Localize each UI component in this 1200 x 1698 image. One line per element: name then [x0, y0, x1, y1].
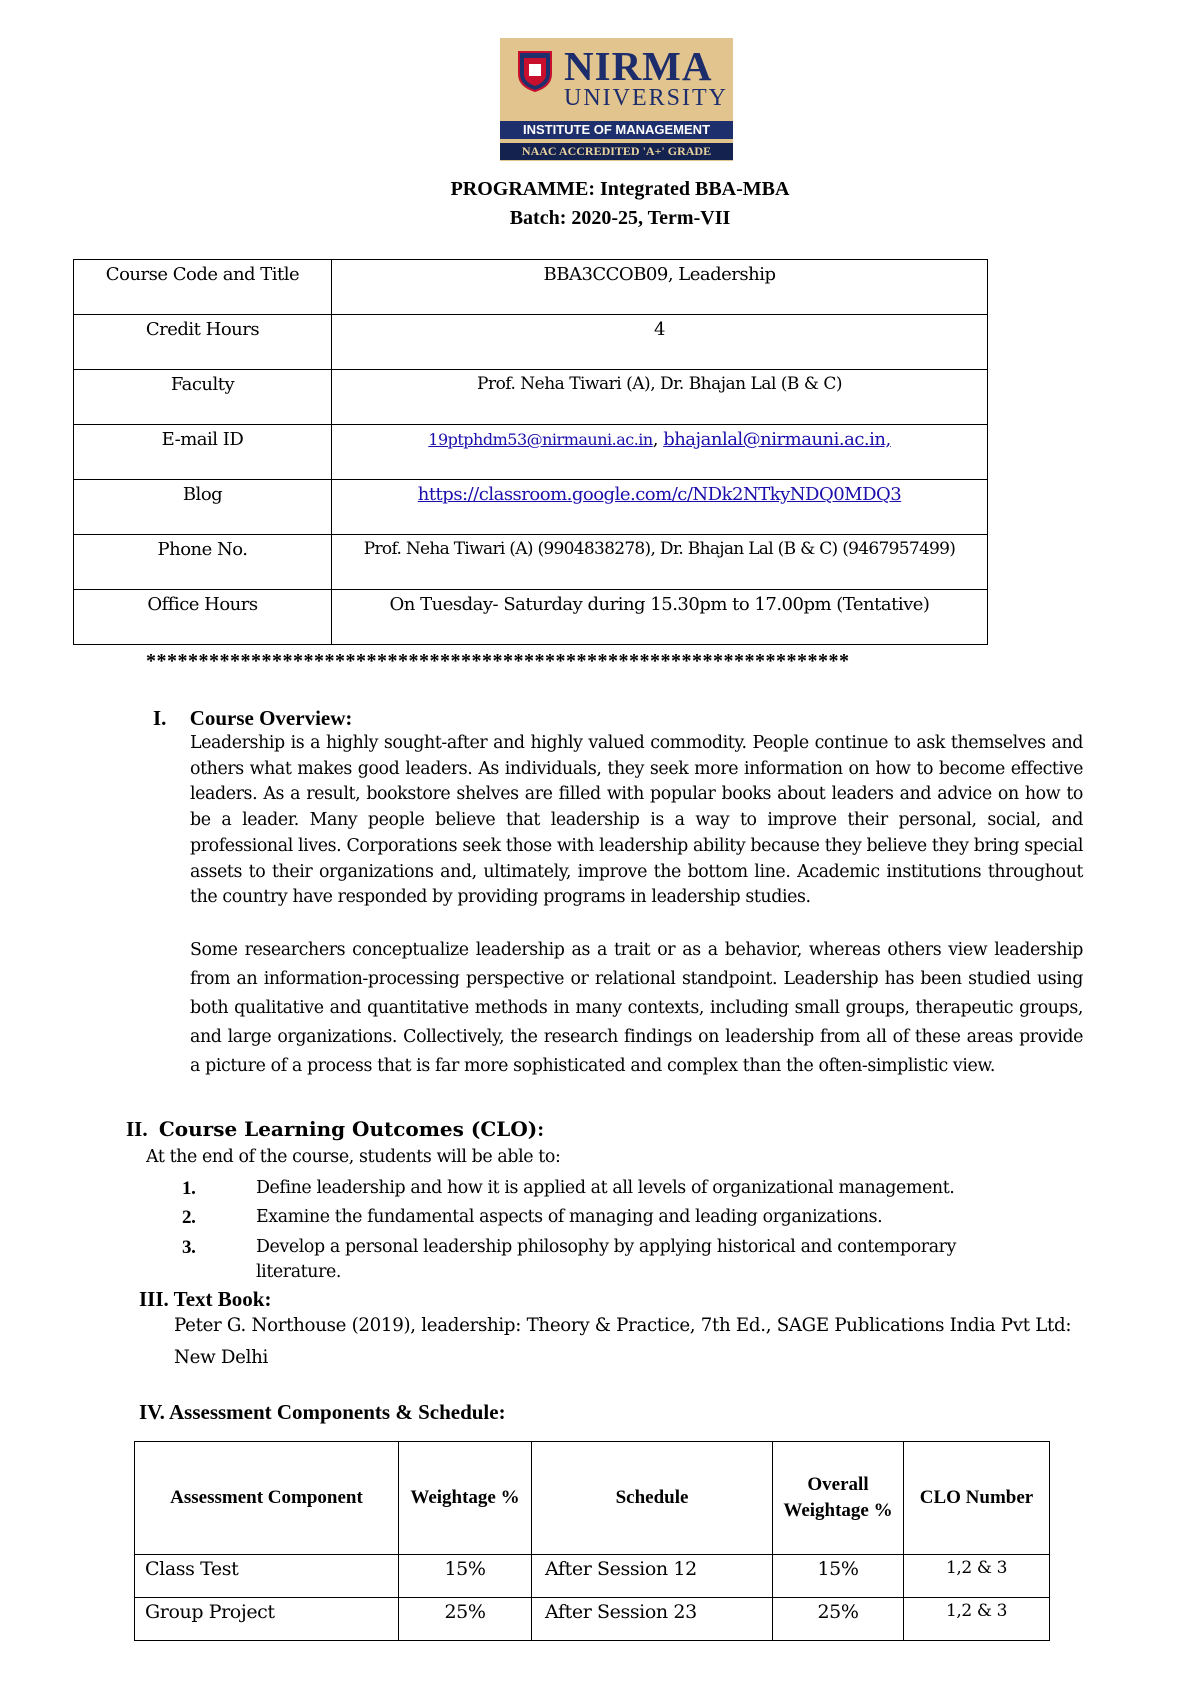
list-item [182, 1235, 982, 1285]
table-header-row [135, 1442, 1050, 1555]
header-weightage: Weightage % [399, 1442, 532, 1555]
office-hours-value: On Tuesday- Saturday during 15.30pm to 17.00pm (Tentative) [332, 590, 988, 645]
credit-hours-label: Credit Hours [74, 315, 332, 370]
overview-title: Course Overview: [189, 706, 353, 730]
email-value [332, 425, 988, 480]
table-row [135, 1598, 1050, 1641]
textbook-title: Text Book: [173, 1287, 272, 1311]
clo-numeral: II. [126, 1117, 148, 1141]
assessment-table [134, 1441, 1050, 1641]
overview-paragraph-1: Leadership is a highly sought-after and highly valued commodity. People continue to ask themselves and others what makes good leaders. As individuals, they seek more information on how to become effective leaders. As a result, bookstore shelves are filled with popular books about leaders and advice on how to be a leader. Many people believe that leadership is a way to improve their personal, social, and professional lives. Corporations seek those with leadership ability because they believe they bring special assets to their organizations and, ultimately, improve the bottom line. Academic institutions throughout the country have responded by providing programs in leadership studies. [190, 733, 1083, 908]
clo-item-number: 1. [182, 1178, 196, 1199]
email-label: E-mail ID [74, 425, 332, 480]
table-row [74, 370, 988, 425]
header-overall-weightage: Overall Weightage % [773, 1442, 904, 1555]
clo-item-text: Develop a personal leadership philosophy by applying historical and contemporary literature. [256, 1237, 957, 1282]
table-row [74, 480, 988, 535]
cell-overall: 15% [773, 1555, 904, 1598]
assessment-title: Assessment Components & Schedule: [168, 1400, 506, 1424]
table-row [74, 425, 988, 480]
logo-university: UNIVERSITY [564, 85, 728, 111]
university-logo [500, 38, 733, 161]
assessment-numeral: IV. [139, 1400, 165, 1424]
assessment-heading [139, 1400, 506, 1424]
course-code-value: BBA3CCOB09, Leadership [332, 260, 988, 315]
table-row [74, 590, 988, 645]
list-item [182, 1205, 1012, 1230]
cell-weightage: 25% [399, 1598, 532, 1641]
credit-hours-value: 4 [332, 315, 988, 370]
cell-component: Class Test [135, 1555, 399, 1598]
textbook-heading [139, 1287, 271, 1311]
header-clo-number: CLO Number [904, 1442, 1050, 1555]
overview-numeral: I. [153, 706, 167, 730]
table-row [74, 260, 988, 315]
clo-item-text: Examine the fundamental aspects of managing and leading organizations. [256, 1207, 883, 1227]
cell-weightage: 15% [399, 1555, 532, 1598]
clo-title: Course Learning Outcomes (CLO) [158, 1117, 538, 1141]
textbook-numeral: III. [139, 1287, 169, 1311]
table-row [135, 1555, 1050, 1598]
textbook-citation: Peter G. Northouse (2019), leadership: Theory & Practice, 7th Ed., SAGE Publications India Pvt Ltd: New Delhi [174, 1315, 1072, 1368]
email-link-2[interactable]: bhajanlal@nirmauni.ac.in, [663, 429, 891, 450]
cell-component: Group Project [135, 1598, 399, 1641]
section-divider: ******************************************************************* [146, 650, 850, 672]
header-schedule: Schedule [532, 1442, 773, 1555]
course-info-table [73, 259, 988, 645]
programme-title: PROGRAMME: Integrated BBA-MBA [450, 178, 790, 200]
cell-schedule: After Session 12 [532, 1555, 773, 1598]
header-assessment-component: Assessment Component [135, 1442, 399, 1555]
cell-schedule: After Session 23 [532, 1598, 773, 1641]
list-item [182, 1176, 1012, 1201]
clo-item-number: 3. [182, 1237, 196, 1258]
cell-clo: 1,2 & 3 [904, 1598, 1050, 1641]
phone-label: Phone No. [74, 535, 332, 590]
blog-link[interactable]: https://classroom.google.com/c/NDk2NTkyNDQ0MDQ3 [417, 484, 902, 505]
logo-institute: INSTITUTE OF MANAGEMENT [500, 121, 733, 139]
cell-clo: 1,2 & 3 [904, 1555, 1050, 1598]
phone-value: Prof. Neha Tiwari (A) (9904838278), Dr. Bhajan Lal (B & C) (9467957499) [332, 535, 988, 590]
clo-item-text: Define leadership and how it is applied at all levels of organizational management. [256, 1178, 955, 1198]
table-row [74, 315, 988, 370]
office-hours-label: Office Hours [74, 590, 332, 645]
email-separator: , [652, 429, 658, 450]
blog-label: Blog [74, 480, 332, 535]
batch-title: Batch: 2020-25, Term-VII [509, 207, 731, 229]
blog-value [332, 480, 988, 535]
clo-colon: : [537, 1117, 545, 1141]
clo-item-number: 2. [182, 1207, 196, 1228]
cell-overall: 25% [773, 1598, 904, 1641]
overview-heading [153, 706, 352, 730]
logo-accreditation: NAAC ACCREDITED 'A+' GRADE [500, 143, 733, 160]
overview-paragraph-2: Some researchers conceptualize leadership as a trait or as a behavior, whereas others view leadership from an information-processing perspective or relational standpoint. Leadership has been studied using both qualitative and quantitative methods in many contexts, including small groups, therapeutic groups, and large organizations. Collectively, the research findings on leadership from all of these areas provide a picture of a process that is far more sophisticated and complex than the often-simplistic view. [190, 940, 1083, 1076]
email-link-1[interactable]: 19ptphdm53@nirmauni.ac.in [428, 430, 653, 449]
university-crest-icon [518, 50, 552, 92]
faculty-value: Prof. Neha Tiwari (A), Dr. Bhajan Lal (B & C) [332, 370, 988, 425]
faculty-label: Faculty [74, 370, 332, 425]
course-code-label: Course Code and Title [74, 260, 332, 315]
table-row [74, 535, 988, 590]
clo-intro: At the end of the course, students will be able to: [146, 1147, 561, 1167]
clo-heading [126, 1117, 544, 1141]
logo-name: NIRMA [564, 43, 713, 89]
